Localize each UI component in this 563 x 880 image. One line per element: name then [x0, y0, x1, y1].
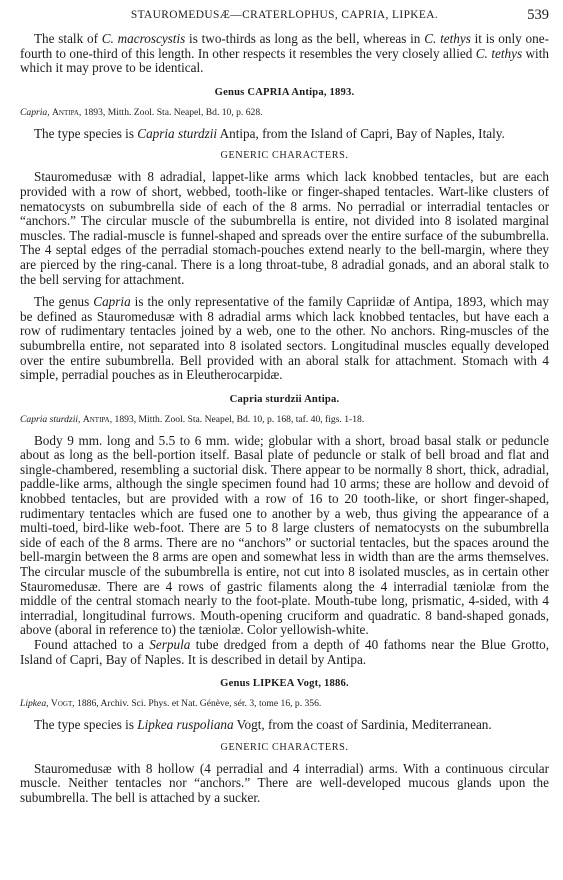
genus-capria-heading: Genus CAPRIA Antipa, 1893.	[214, 86, 355, 98]
capria-sturdzii-locality: Found attached to a Serpula tube dredged from a depth of 40 fathoms near the Blue Grotto, Island of Capri, Bay of Naples. It is described in detail by Antipa.	[20, 637, 550, 667]
genus-lipkea-heading: Genus LIPKEA Vogt, 1886.	[220, 678, 349, 690]
lipkea-generic-characters-text: Stauromedusæ with 8 hollow (4 perradial and 4 interradial) arms. With a continuous circular muscle. Neither tentacles nor “anchors.” There are well-developed mucous glands upon the subumbrella. The bell is attached by a sucker.	[20, 760, 549, 805]
lipkea-type-species: The type species is Lipkea ruspoliana Vogt, from the coast of Sardinia, Mediterranean.	[34, 717, 492, 733]
paragraph-stalk-comparison: The stalk of C. macroscystis is two-thirds as long as the bell, whereas in C. tethys it is only one-fourth to one-third of this length. In other respects it resembles the very closely allied C. tethys with which it may prove to be identical.	[20, 31, 549, 76]
running-header	[20, 6, 549, 24]
capria-family-paragraph: The genus Capria is the only representative of the family Capriidæ of Antipa, 1893, which may be defined as Stauromedusæ with 8 adradial arms which lack knobbed tentacles, but have each a row of rudimentary tentacles joined by a web, one to the other. No anchors. Ring-muscles of the subumbrella entire, not separated into 8 isolated sectors. Longitudinal muscles equally developed over the entire subumbrella. Bell provided with an aboral stalk for attachment. Stomach with 4 simple, perradial pouches as in Eleutherocarpidæ.	[20, 294, 549, 383]
capria-sturdzii-citation: Capria sturdzii, Antipa, 1893, Mitth. Zool. Sta. Neapel, Bd. 10, p. 168, taf. 40, figs. 1-18.	[20, 413, 365, 425]
capria-sturdzii-description: Body 9 mm. long and 5.5 to 6 mm. wide; globular with a short, broad basal stalk or peduncle about as long as the bell-portion itself. Basal plate of peduncle or stalk of bell broad and flat and single-chambered, resembling a suctorial disk. There appear to be normally 8 short, thick, adradial, paddle-like arms, although the single specimen found had 10 arms; these are hollow and devoid of knobbed tentacles, but are provided with a row of 16 to 20 tooth-like, or short finger-shaped, rudimentary tentacles which are fused one to another by a web, thus giving the appearance of a multi-toed, bird-like web-foot. There are 5 to 8 large clusters of nematocysts on the subumbrella side of each of the 8 arms. There are no “anchors” or suctorial tentacles, but the spaces around the bell-margin between the 8 arms are open and somewhat less in width than are the arms themselves. The circular muscle of the subumbrella is entire, not cut into 8 isolated muscles, as in certain other Stauromedusæ. There are 4 rows of gastric filaments along the 4 interradial tæniolæ from the middle of the central stomach nearly to the foot-plate. Mouth-tube long, prismatic, 4-sided, with 4 interradial, longitudinal furrows. Mouth-opening cruciform and quadratic. 8 band-shaped gonads, above (aboral in reference to) the tæniolæ. Color yellowish-white.	[20, 432, 549, 638]
capria-generic-characters-heading: GENERIC CHARACTERS.	[220, 150, 349, 162]
page-number: 539	[527, 7, 549, 23]
running-title: STAUROMEDUSÆ—CRATERLOPHUS, CAPRIA, LIPKEA.	[130, 9, 439, 21]
capria-type-species: The type species is Capria sturdzii Antipa, from the Island of Capri, Bay of Naples, Italy.	[34, 125, 505, 141]
genus-lipkea-citation: Lipkea, Vogt, 1886, Archiv. Sci. Phys. et Nat. Génève, sér. 3, tome 16, p. 356.	[20, 698, 322, 710]
genus-capria-citation: Capria, Antipa, 1893, Mitth. Zool. Sta. Neapel, Bd. 10, p. 628.	[20, 106, 263, 118]
capria-sturdzii-heading: Capria sturdzii Antipa.	[229, 393, 340, 405]
lipkea-generic-characters-heading: GENERIC CHARACTERS.	[220, 741, 349, 753]
capria-generic-characters-text: Stauromedusæ with 8 adradial, lappet-like arms which lack knobbed tentacles, but are each provided with a row of short, webbed, tooth-like or finger-shaped tentacles. Wart-like clusters of nematocysts on subumbrella side of each of the 8 arms. No perradial or interradial tentacles or “anchors.” The circular muscle of the subumbrella is entire, not divided into 8 isolated marginal muscles. The radial-muscle is funnel-shaped and spreads over the entire surface of the subumbrella. The 4 septal edges of the perradial stomach-pouches extend nearly to the bell-margin, where they are pierced by the ring-canal. There is a long throat-tube, 8 adradial gonads, and an aboral stalk to the bell serving for attachment.	[20, 169, 549, 287]
